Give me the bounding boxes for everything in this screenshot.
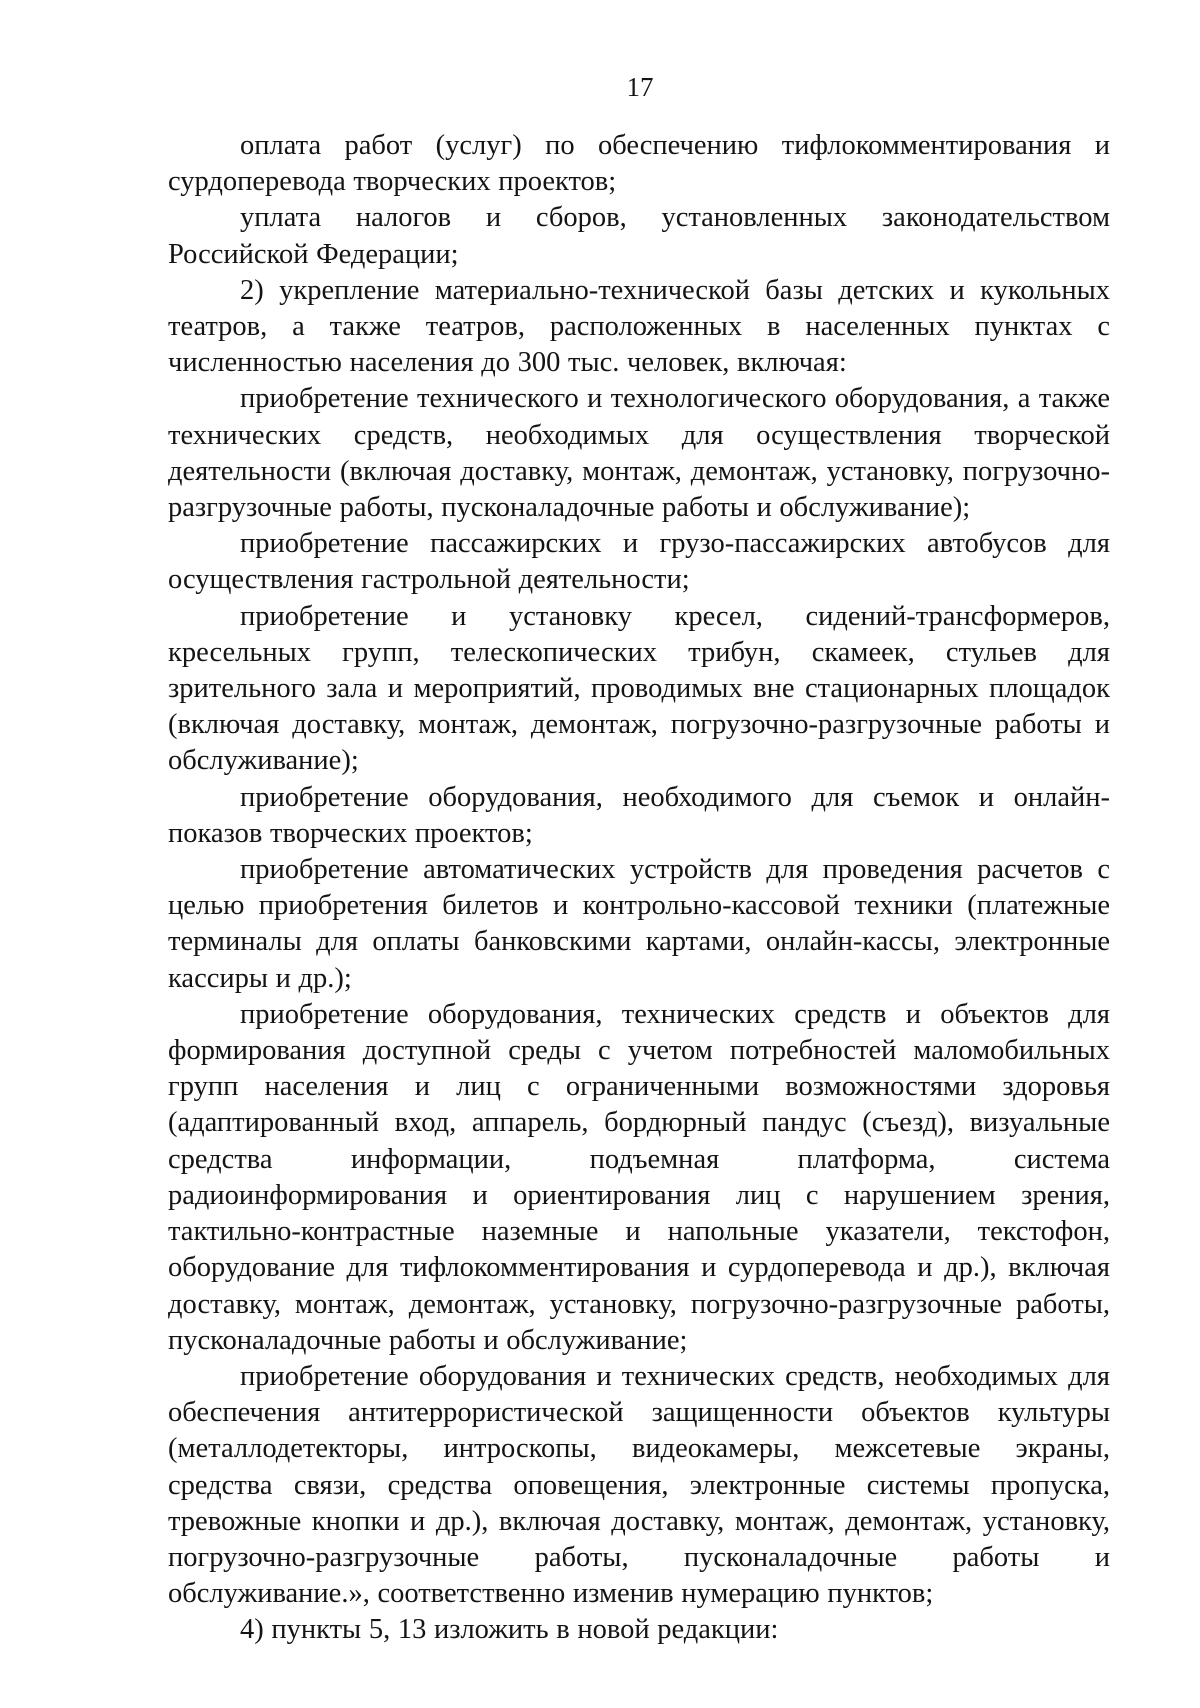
paragraph-5: приобретение пассажирских и грузо-пассажирских автобусов для осуществления гастрольной деятельности; [168, 528, 1110, 596]
paragraph-2: уплата налогов и сборов, установленных законодательством Российской Федерации; [168, 202, 1110, 270]
paragraph-4: приобретение технического и технологического оборудования, а также технических средств, необходимых для осуществления творческой деятельности (включая доставку, монтаж, демонтаж, установку, погрузочно-разгрузочные работы, пусконаладочные работы и обслуживание); [168, 383, 1110, 524]
paragraph-11: 4) пункты 5, 13 изложить в новой редакции: [240, 1614, 779, 1646]
paragraph-6: приобретение и установку кресел, сидений-трансформеров, кресельных групп, телескопических трибун, скамеек, стульев для зрительного зала и мероприятий, проводимых вне стационарных площадок (включая доставку, монтаж, демонтаж, погрузочно-разгрузочные работы и обслуживание); [168, 600, 1110, 777]
paragraph-3: 2) укрепление материально-технической базы детских и кукольных театров, а также театров, расположенных в населенных пунктах с численностью населения до 300 тыс. человек, включая: [168, 274, 1110, 379]
document-body [168, 128, 1110, 1649]
paragraph-10: приобретение оборудования и технических средств, необходимых для обеспечения антитеррористической защищенности объектов культуры (металлодетекторы, интроскопы, видеокамеры, межсетевые экраны, средства связи, средства оповещения, электронные системы пропуска, тревожные кнопки и др.), включая доставку, монтаж, демонтаж, установку, погрузочно-разгрузочные работы, пусконаладочные работы и обслуживание.», соответственно изменив нумерацию пунктов; [168, 1360, 1110, 1610]
paragraph-8: приобретение автоматических устройств для проведения расчетов с целью приобретения билетов и контрольно-кассовой техники (платежные терминалы для оплаты банковскими картами, онлайн-кассы, электронные кассиры и др.); [168, 854, 1110, 994]
page-number: 17 [626, 72, 654, 102]
paragraph-9: приобретение оборудования, технических средств и объектов для формирования доступной среды с учетом потребностей маломобильных групп населения и лиц с ограниченными возможностями здоровья (адаптированный вход, аппарель, бордюрный пандус (съезд), визуальные средства информации, подъемная платформа, система радиоинформирования и ориентирования лиц с нарушением зрения, тактильно-контрастные наземные и напольные указатели, текстофон, оборудование для тифлокомментирования и сурдоперевода и др.), включая доставку, монтаж, демонтаж, установку, погрузочно-разгрузочные работы, пусконаладочные работы и обслуживание; [168, 998, 1110, 1356]
paragraph-7: приобретение оборудования, необходимого для съемок и онлайн-показов творческих проектов; [168, 781, 1110, 849]
paragraph-1: оплата работ (услуг) по обеспечению тифлокомментирования и сурдоперевода творческих проектов; [168, 130, 1110, 198]
